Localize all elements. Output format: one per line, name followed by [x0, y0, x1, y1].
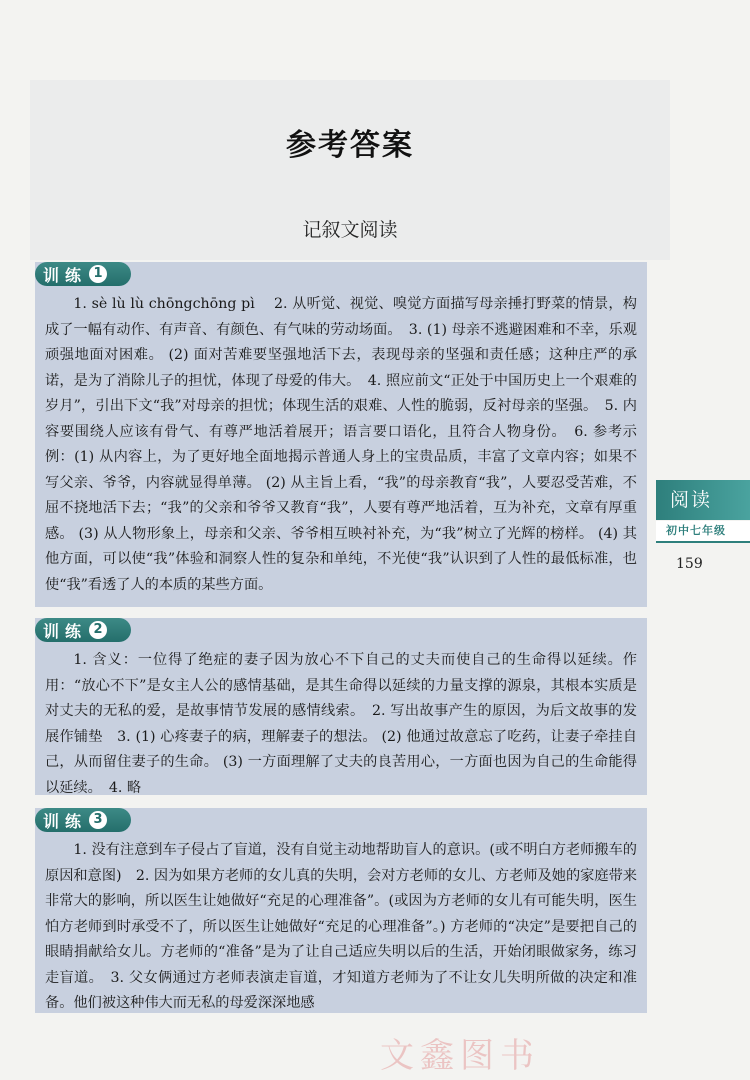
publisher-watermark: 文鑫图书	[380, 1036, 540, 1076]
badge-label: 训练	[43, 811, 88, 831]
answer-paragraph: 1. sè lù lù chōngchōng pì 2. 从听觉、视觉、嗅觉方面描写母亲捶打野菜的情景，构成了一幅有动作、有声音、有颜色、有气味的劳动场面。 3. (1) 母亲不逃避困难和不幸，乐观顽强地面对困难。 (2) 面对苦难要坚强地活下去，表现母亲的坚强和责任感；这种庄严的承诺，是为了消除儿子的担忧，体现了母爱的伟大。 4. 照应前文“正处于中国历史上一个艰难的岁月”，引出下文“我”对母亲的担忧；体现生活的艰难、人性的脆弱，反衬母亲的坚强。 5. 内容要围绕人应该有骨气、有尊严地活着展开；语言要口语化，且符合人物身份。 6. 参考示例：(1) 从内容上，为了更好地全面地揭示普通人身上的宝贵品质，丰富了文章内容；如果不写父亲、爷爷，内容就显得单薄。 (2) 从主旨上看，“我”的母亲教育“我”，人要忍受苦难，不屈不挠地活下去；“我”的父亲和爷爷又教育“我”，人要有尊严地活着，互为补充，文章有厚重感。 (3) 从人物形象上，母亲和父亲、爷爷相互映衬补充，为“我”树立了光辉的榜样。 (4) 其他方面，可以使“我”体验和洞察人性的复杂和单纯，不光使“我”认识到了人性的最低标准，也使“我”看透了人的本质的某些方面。	[45, 296, 638, 593]
training-badge	[35, 808, 131, 832]
section-body	[45, 838, 637, 1016]
badge-number: 2	[89, 621, 107, 639]
badge-label: 训练	[43, 621, 88, 641]
section-body	[45, 292, 637, 598]
training-section-3	[35, 808, 647, 1013]
training-badge	[35, 262, 131, 286]
answer-paragraph: 1. 含义：一位得了绝症的妻子因为放心不下自己的丈夫而使自己的生命得以延续。作用：“放心不下”是女主人公的感情基础，是其生命得以延续的力量支撑的源泉，其根本实质是对丈夫的无私的爱，是故事情节发展的感情线索。 2. 写出故事产生的原因，为后文故事的发展作铺垫 3. (1) 心疼妻子的病，理解妻子的想法。 (2) 他通过故意忘了吃药，让妻子牵挂自己，从而留住妻子的生命。 (3) 一方面理解了丈夫的良苦用心，一方面也因为自己的生命能得以延续。 4. 略	[45, 652, 637, 796]
badge-number: 1	[89, 265, 107, 283]
side-tab-reading: 阅读	[656, 480, 750, 520]
side-tab-grade: 初中七年级	[656, 521, 750, 543]
answer-paragraph: 1. 没有注意到车子侵占了盲道，没有自觉主动地帮助盲人的意识。(或不明白方老师搬车的原因和意图) 2. 因为如果方老师的女儿真的失明，会对方老师的女儿、方老师及她的家庭带来非常大的影响，所以医生让她做好“充足的心理准备”。(或因为方老师的女儿有可能失明，医生怕方老师到时承受不了，所以医生让她做好“充足的心理准备”。) 方老师的“决定”是要把自己的眼睛捐献给女儿。方老师的“准备”是为了让自己适应失明以后的生活，开始闭眼做家务，练习走盲道。 3. 父女俩通过方老师表演走盲道，才知道方老师为了不让女儿失明所做的决定和准备。他们被这种伟大而无私的母爱深深地感	[45, 842, 637, 1011]
training-badge	[35, 618, 131, 642]
badge-number: 3	[89, 811, 107, 829]
training-section-1	[35, 262, 647, 607]
training-section-2	[35, 618, 647, 795]
page-subtitle: 记叙文阅读	[302, 219, 398, 241]
page-number: 159	[676, 556, 703, 572]
badge-label: 训练	[43, 265, 88, 285]
page-title: 参考答案	[286, 128, 414, 163]
section-body	[45, 648, 637, 801]
